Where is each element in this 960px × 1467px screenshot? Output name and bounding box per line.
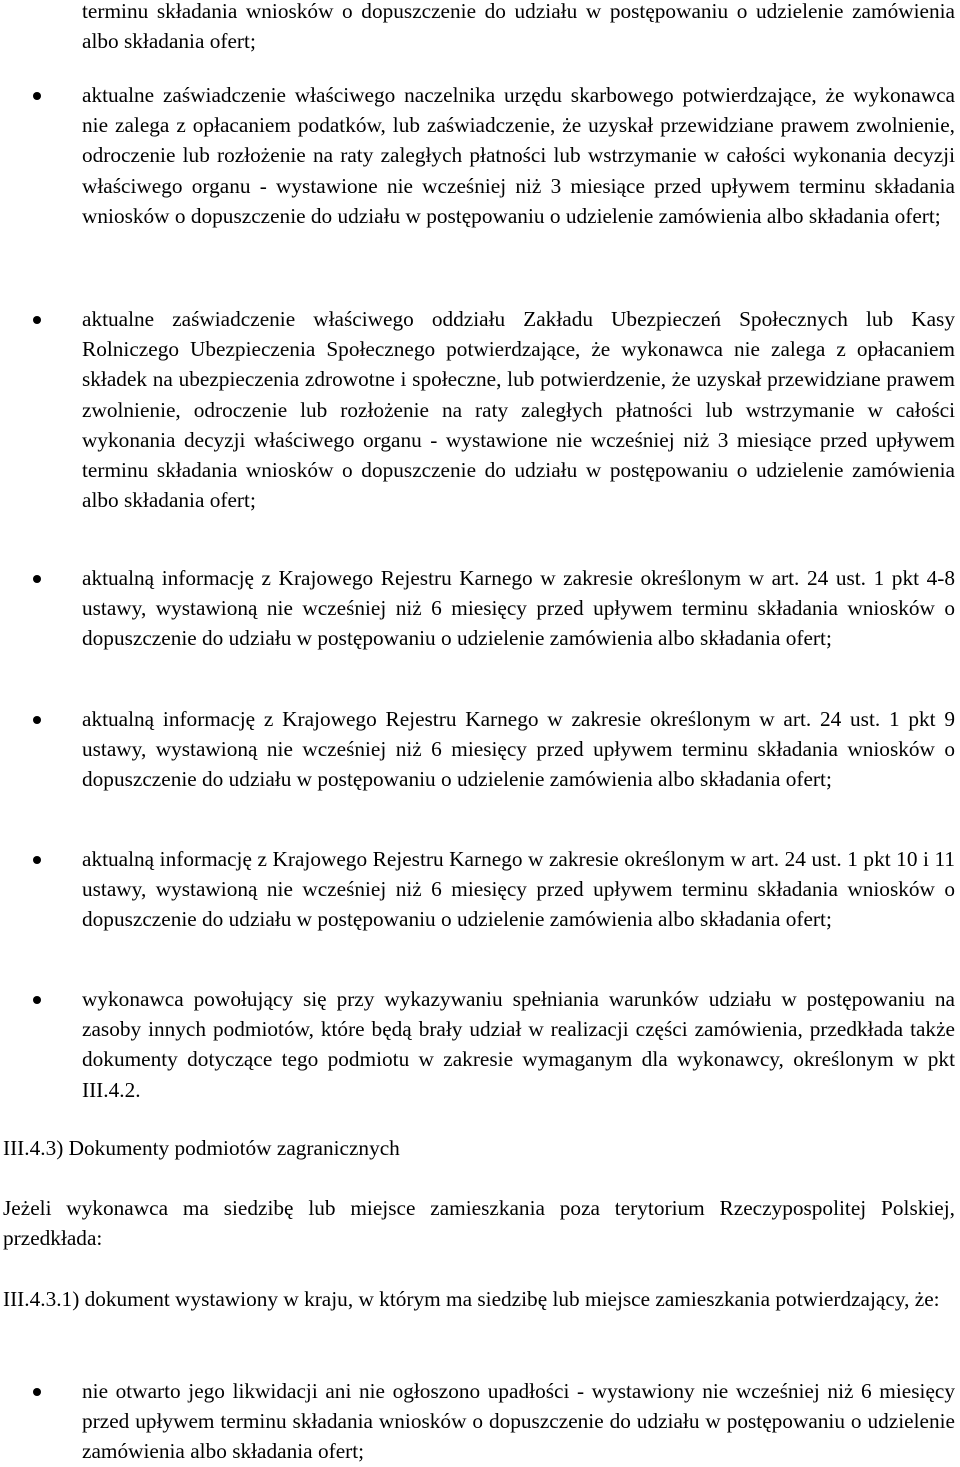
list-item-tax-certificate: aktualne zaświadczenie właściwego naczelnika urzędu skarbowego potwierdzające, że wykonawca nie zalega z opłacaniem podatków, lub zaświadczenie, że uzyskał przewidziane prawem zwolnienie, odroczenie lub rozłożenie na raty zaległych płatności lub wstrzymanie w całości wykonania decyzji właściwego organu - wystawione nie wcześniej niż 3 miesiące przed upływem terminu składania wniosków o dopuszczenie do udziału w postępowaniu o udzielenie zamówienia albo składania ofert; bbox=[82, 83, 955, 228]
section-heading: III.4.3) Dokumenty podmiotów zagranicznych bbox=[3, 1136, 400, 1160]
subsection-paragraph: III.4.3.1) dokument wystawiony w kraju, w którym ma siedzibę lub miejsce zamieszkania potwierdzający, że: bbox=[3, 1287, 940, 1311]
list-item-no-liquidation: nie otwarto jego likwidacji ani nie ogłoszono upadłości - wystawiony nie wcześniej niż 6 miesięcy przed upływem terminu składania wniosków o dopuszczenie do udziału w postępowaniu o udzielenie zamówienia albo składania ofert; bbox=[82, 1379, 955, 1464]
bullet-icon bbox=[33, 996, 41, 1004]
list-item-criminal-record-4-8: aktualną informację z Krajowego Rejestru Karnego w zakresie określonym w art. 24 ust. 1 pkt 4-8 ustawy, wystawioną nie wcześniej niż 6 miesięcy przed upływem terminu składania wniosków o dopuszczenie do udziału w postępowaniu o udzielenie zamówienia albo składania ofert; bbox=[82, 566, 955, 651]
list-item-criminal-record-10-11: aktualną informację z Krajowego Rejestru Karnego w zakresie określonym w art. 24 ust. 1 pkt 10 i 11 ustawy, wystawioną nie wcześniej niż 6 miesięcy przed upływem terminu składania wniosków o dopuszczenie do udziału w postępowaniu o udzielenie zamówienia albo składania ofert; bbox=[82, 847, 955, 932]
bullet-icon bbox=[33, 92, 41, 100]
bullet-icon bbox=[33, 575, 41, 583]
list-item-criminal-record-9: aktualną informację z Krajowego Rejestru Karnego w zakresie określonym w art. 24 ust. 1 pkt 9 ustawy, wystawioną nie wcześniej niż 6 miesięcy przed upływem terminu składania wniosków o dopuszczenie do udziału w postępowaniu o udzielenie zamówienia albo składania ofert; bbox=[82, 707, 955, 792]
list-item-other-entities: wykonawca powołujący się przy wykazywaniu spełniania warunków udziału w postępowaniu na zasoby innych podmiotów, które będą brały udział w realizacji części zamówienia, przedkłada także dokumenty dotyczące tego podmiotu w zakresie wymaganym dla wykonawcy, określonym w pkt III.4.2. bbox=[82, 987, 955, 1102]
bullet-icon bbox=[33, 716, 41, 724]
bullet-icon bbox=[33, 1388, 41, 1396]
list-item-social-insurance-certificate: aktualne zaświadczenie właściwego oddziału Zakładu Ubezpieczeń Społecznych lub Kasy Rolniczego Ubezpieczenia Społecznego potwierdzające, że wykonawca nie zalega z opłacaniem składek na ubezpieczenia zdrowotne i społeczne, lub potwierdzenie, że uzyskał przewidziane prawem zwolnienie, odroczenie lub rozłożenie na raty zaległych płatności lub wstrzymanie w całości wykonania decyzji właściwego organu - wystawione nie wcześniej niż 3 miesiące przed upływem terminu składania wniosków o dopuszczenie do udziału w postępowaniu o udzielenie zamówienia albo składania ofert; bbox=[82, 307, 955, 513]
bullet-icon bbox=[33, 856, 41, 864]
bullet-icon bbox=[33, 316, 41, 324]
foreign-entities-paragraph: Jeżeli wykonawca ma siedzibę lub miejsce zamieszkania poza terytorium Rzeczypospolitej Polskiej, przedkłada: bbox=[3, 1196, 955, 1251]
continued-paragraph: terminu składania wniosków o dopuszczenie do udziału w postępowaniu o udzielenie zamówienia albo składania ofert; bbox=[82, 0, 955, 54]
